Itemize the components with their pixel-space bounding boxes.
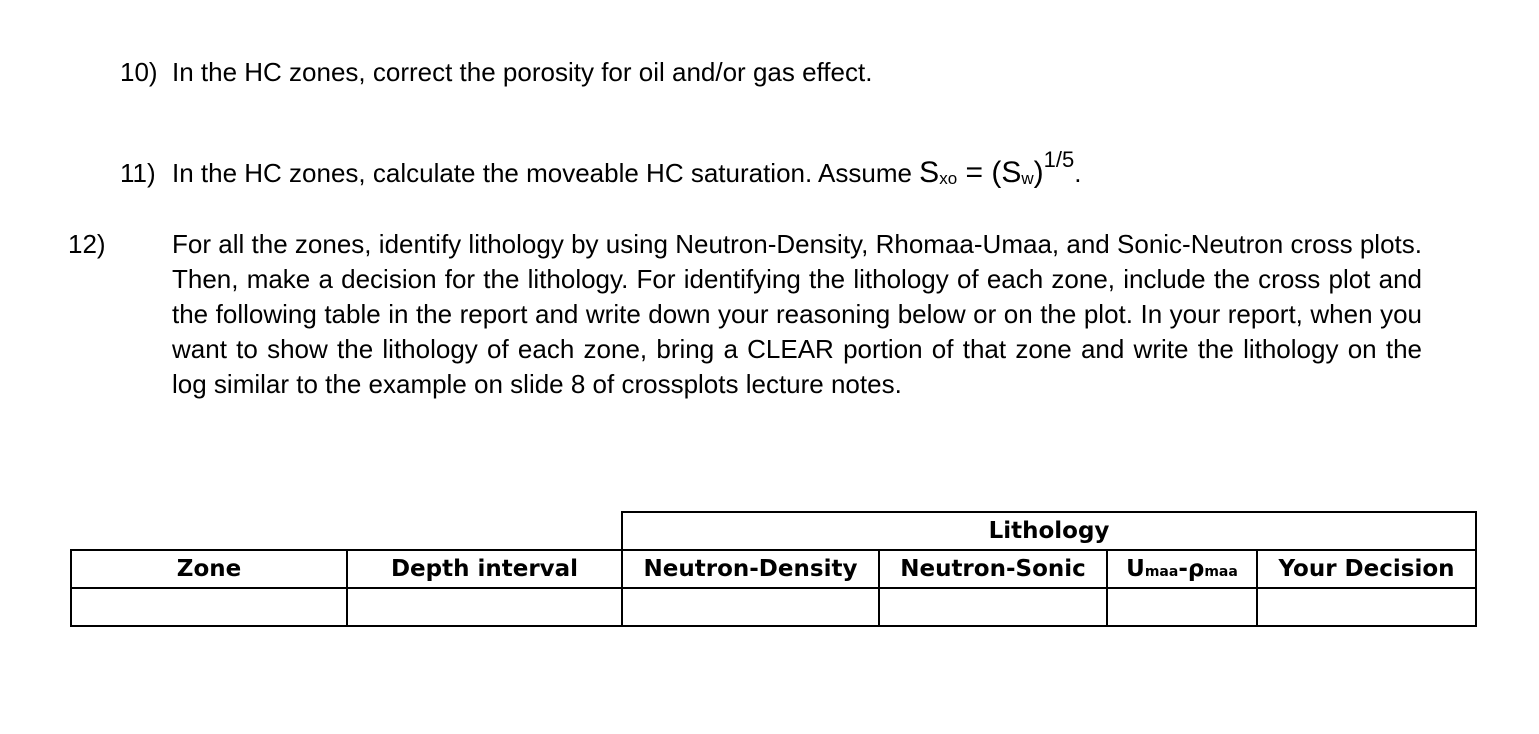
cell-depth-interval[interactable] bbox=[347, 588, 622, 626]
lithology-group-header: Lithology bbox=[622, 512, 1476, 550]
header-depth-interval: Depth interval bbox=[347, 550, 622, 588]
header-neutron-sonic: Neutron-Sonic bbox=[879, 550, 1107, 588]
cell-your-decision[interactable] bbox=[1257, 588, 1476, 626]
question-text: In the HC zones, calculate the moveable HC saturation. Assume bbox=[172, 158, 912, 188]
question-number: 10) bbox=[120, 57, 158, 87]
table-header-row bbox=[71, 550, 1476, 588]
cell-umaa-rhomaa[interactable] bbox=[1107, 588, 1257, 626]
header-zone: Zone bbox=[71, 550, 347, 588]
question-10 bbox=[120, 55, 872, 90]
table-row bbox=[71, 588, 1476, 626]
cell-neutron-density[interactable] bbox=[622, 588, 879, 626]
header-your-decision: Your Decision bbox=[1257, 550, 1476, 588]
table-group-header-row bbox=[71, 512, 1476, 550]
question-12 bbox=[68, 227, 1422, 402]
question-number: 12) bbox=[68, 229, 106, 259]
header-umaa-rhomaa: Umaa-ρmaa bbox=[1107, 550, 1257, 588]
saturation-formula: Sxo = $(Sw)^{1/5}$. bbox=[919, 147, 1082, 189]
cell-zone[interactable] bbox=[71, 588, 347, 626]
question-text: For all the zones, identify lithology by using Neutron-Density, Rhomaa-Umaa, and Sonic-Neutron cross plots. Then, make a decision for the lithology. For identifying the lithology of each zone, include the cross plot and the following table in the report and write down your reasoning below or on the plot. In your report, when you want to show the lithology of each zone, bring a CLEAR portion of that zone and write the lithology on the log similar to the example on slide 8 of crossplots lecture notes. bbox=[172, 229, 1422, 399]
cell-neutron-sonic[interactable] bbox=[879, 588, 1107, 626]
question-number: 11) bbox=[120, 158, 156, 188]
header-neutron-density: Neutron-Density bbox=[622, 550, 879, 588]
question-11 bbox=[120, 142, 1081, 196]
lithology-table bbox=[70, 511, 1477, 627]
question-text: In the HC zones, correct the porosity for oil and/or gas effect. bbox=[172, 57, 873, 87]
